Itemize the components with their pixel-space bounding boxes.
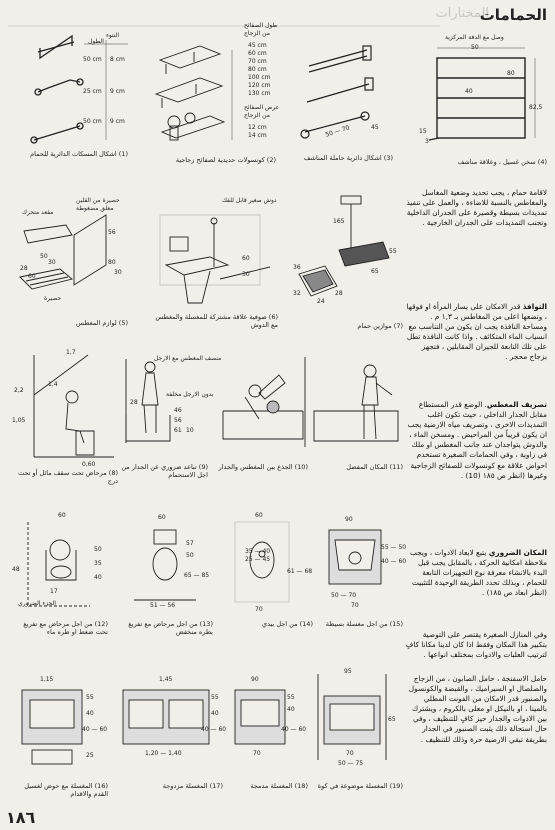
fig5-label-2: مقعد متحرك [22,209,54,216]
fig13-dim-4: 65 — 85 [184,572,210,579]
caption-8: (8) مرحاض تحت سقف مائل أو تحت درج [18,469,118,485]
fig5-dim-7: 30 [48,259,56,266]
caption-4: (4) سخن غسيل ، وعلاقة مناشف [457,158,547,166]
fig6-label: دوش صغير قابل للفك [222,197,277,204]
caption-13: (13) من اجل مرحاض مع تفريغ بطره منخفض [128,620,213,636]
figure-19-alcove-basin [310,660,405,810]
fig14-dim-5: 70 [255,606,263,613]
fig3-dim-1: 50 — 70 [324,124,351,139]
caption-18: (18) المغسلة مدمجة [250,782,308,790]
fig2-head-1: طول الصفائح [244,22,278,29]
figure-8-wc-under-slope [10,345,120,490]
fig2-len-2: 60 cm [248,50,267,57]
ghost-heading: المختارات [435,6,489,21]
fig9-dim-3: 56 [174,417,182,424]
figure-11-preferred-position [310,355,405,490]
fig12-dim-6: 40 [94,574,102,581]
fig13-dim-1: 60 [158,514,166,521]
fig8-dim-5: 1,4 [48,381,58,388]
fig16-dim-2: 55 [86,694,94,701]
fig5-label-4: حصيرة [44,295,62,302]
caption-5: (5) لوازم المغطس [76,319,128,327]
fig19-dim-1: 95 [344,668,352,675]
fig15-dim-3: 40 — 60 [381,558,407,565]
tub-drain-text: . الوضع قدر المستطاع مقابل الجدار الداخلي ، حيث تكون اغلب التمديدات الاخرى ، وتصريف مياه الارضية يجب ان يكون قريباً من المراحيض . ومسخن الماء ، والدوش يتواجدان عند جانب المغطس او ملك في زاوية ، وفي الحمامات الصغيرة تستخدم احواض علاقة مع كونسولات للصفائح الزجاجية وغيرها (انظر ص ١٨٥ (10) . [407,400,547,480]
fig4-dim-3: 82,5 [529,104,543,111]
fig1-proj-1: 8 cm [110,56,125,63]
fig17-dim-2: 1,20 — 1,40 [145,750,182,757]
fig2-len-1: 45 cm [248,42,267,49]
page-number: ١٨٦ [6,808,36,827]
fig15-dim-1: 90 [345,516,353,523]
tub-drain-heading: تصريف المغطس [486,400,547,409]
figure-9-shower-clearance [120,355,222,490]
figure-7-bathroom-scales [285,190,405,335]
fig5-dim-6: 60 [28,273,36,280]
fig1-proj-3: 9 cm [110,118,125,125]
grab-bars-drawing [10,30,130,170]
fig16-dim-5: 25 [86,752,94,759]
windows-heading: التوافذ [522,302,547,311]
fig2-len-7: 130 cm [248,90,271,97]
figure-6-sink-shower [150,195,280,335]
fig2-wid-1: 12 cm [248,124,267,131]
caption-9: (9) تباعد ضروري عن الجدار من اجل الاستحمام [121,463,208,479]
figure-10-tub-wall [215,355,310,490]
fig9-dim-5: 10 [186,427,194,434]
fig5-dim-3: 30 [114,269,122,276]
fig3-dim-2: 45 [371,124,379,131]
fig7-dim-7: 28 [335,290,343,297]
figure-14-bidet [225,510,315,640]
fig15-dim-4: 50 — 70 [331,592,357,599]
caption-17: (17) المغسلة مزدوجة [162,782,223,790]
figure-4-heated-towel-rail [405,30,550,175]
fig4-dim-6: 3 [425,138,429,145]
fig16-dim-1: 1,15 [40,676,54,683]
fig5-dim-1: 56 [108,229,116,236]
fig9-dim-4: 61 [174,427,182,434]
scales-drawing [285,190,405,335]
figure-13-wc-low-flush [120,510,215,640]
caption-11: (11) المكان المفضل [346,463,403,471]
fig19-dim-4: 65 [388,716,396,723]
caption-1: (1) اشكال المسكات الدائرية للحمام [30,150,128,158]
fig17-dim-5: 40 — 60 [201,726,227,733]
page-title: الحمامات [479,6,547,24]
paragraph-required-space [405,548,547,598]
caption-3: (3) اشكال دائرية حاملة المناشف [303,154,393,162]
fig7-dim-6: 24 [317,298,325,305]
fig18-dim-3: 40 [287,706,295,713]
fig2-len-6: 120 cm [248,82,271,89]
fig15-dim-5: 70 [351,602,359,609]
fig5-dim-2: 80 [108,259,116,266]
fig7-dim-5: 32 [293,290,301,297]
fig13-dim-5: 51 — 56 [150,602,176,609]
fig13-dim-2: 57 [186,540,194,547]
fig1-head-1: الطول [88,38,104,45]
fig8-dim-2: 2,2 [14,387,24,394]
fig4-label: وصل مع الدفة المركزية [445,34,504,41]
fig5-label-1: حصيرة من القلين [76,197,120,204]
figure-16-basin-footbath [10,670,110,810]
fig16-dim-3: 40 [86,710,94,717]
figure-1-grab-bars [10,30,130,170]
figure-3-towel-rails [285,30,395,170]
figure-2-glass-shelves [140,20,280,180]
fig4-dim-2: 80 [507,70,515,77]
fig6-dim-1: 60 [242,255,250,262]
fig17-dim-3: 55 [211,694,219,701]
caption-2: (2) كونسولات حديدية لصفائح زجاجية [175,156,276,164]
fig2-head-3: عرض الصفائح [244,104,280,111]
figure-5-bath-accessories [10,195,130,335]
paragraph-accessories: حامل الاسفنجة ، حامل الصابون ، من الزجاج والصلصال او السيراميك ، والقبضة والكونسول والصنبور قدر الامكان من الفونت المطلي بالمينا ، او بالنيكل او معلى بالكروم ، ويشترك بين الادوات والجدار حيز كافٍ للتنظيف ، وفي حال استحالة ذلك يثبت الصنبور في الجدار بطريقة تبقي الارضية حرة وذلك للتنظيف . [408,674,547,744]
fig18-dim-1: 90 [251,676,259,683]
caption-12: (12) من اجل مرحاض مع تفريغ تحت ضغط او طره ماء [23,620,108,636]
fig1-proj-2: 9 cm [110,88,125,95]
figure-12-wc-pressure [10,510,110,640]
fig7-dim-2: 65 [371,268,379,275]
fig18-dim-2: 70 [253,750,261,757]
fig12-label: الجزء الضروري [18,600,56,607]
fig5-dim-5: 28 [20,265,28,272]
paragraph-tub-drain [405,400,547,481]
fig12-dim-4: 17 [50,588,58,595]
fig16-dim-4: 40 — 60 [82,726,108,733]
fig14-dim-4: 61 — 68 [287,568,313,575]
fig2-len-3: 70 cm [248,58,267,65]
paragraph-windows [405,302,547,363]
fig1-len-3: 50 cm [83,118,102,125]
fig2-wid-2: 14 cm [248,132,267,139]
fig9-dim-1: 46 [174,407,182,414]
fig17-dim-1: 1,45 [159,676,173,683]
fig2-head-4: من الزجاج [244,112,270,119]
figure-15-simple-basin [315,510,405,640]
figure-17-double-basin [115,670,225,810]
caption-7: (7) موازين حمام [357,322,403,330]
fig1-len-1: 50 cm [83,56,102,63]
fig9-dim-2: 28 [130,399,138,406]
caption-19: (19) المغسلة موضوعة في كوة [317,782,403,790]
fig9-label-1: منصف المغطس مع الارجل [154,355,222,362]
fig7-dim-1: 165 [333,218,345,225]
fig12-dim-2: 50 [94,546,102,553]
required-space-heading: المكان الضروري [488,548,547,557]
fig5-label-3: معلق مضغوطة [76,205,114,212]
caption-15: (15) من اجل مغسلة بسيطة [325,620,403,628]
fig18-dim-5: 40 — 60 [281,726,307,733]
fig1-len-2: 25 cm [83,88,102,95]
fig8-dim-3: 1,05 [12,417,26,424]
fig8-dim-1: 1,7 [66,349,76,356]
fig6-dim-2: 30 [242,271,250,278]
fig17-dim-4: 40 [211,710,219,717]
fig2-len-4: 80 cm [248,66,267,73]
figure-18-inset-basin [225,670,310,810]
fig4-dim-1: 50 [471,44,479,51]
fig2-head-2: من الزجاج [244,30,270,37]
fig4-dim-4: 40 [465,88,473,95]
required-space-text: يتبع لابعاد الادوات ، ويجب ملاحظة امكانية الحركة ، بالمقابل يجب قبل البدء بالانشاء معرفة نوع التجهيزات التابعة للحمام ، وبذلك تحدد الطريقة الوحيدة للتثبيت (انظر ابعاد ص ١٨٥) . [409,548,547,598]
caption-14: (14) من اجل بيدي [261,620,313,628]
fig12-dim-3: 48 [12,566,20,573]
heated-rail-drawing [405,30,550,175]
paragraph-small-homes: وفي المنازل الصغيرة يقتصر على التوصية بتكبير هذا المكان وفقط اذا كان لدينا مكانا كافٍ لترتيب العلبات والادوات بمختلف انواعها . [405,630,547,660]
caption-6: (6) صوفية علاقة مشتركة للمغسلة والمغطس مع الدوش [155,313,278,329]
fig19-dim-2: 50 — 75 [338,760,364,767]
fig4-dim-5: 15 [419,128,427,135]
fig12-dim-1: 60 [58,512,66,519]
fig19-dim-3: 70 [346,750,354,757]
paragraph-layout-intro: لاقامة حمام ، يجب تحديد وضعية المغاسل والمغاطس بالنسبة للاضاءة ، والعمل على تنفيذ تمديدات بسيطة وقصيرة على الجدران الداخلية وتجنب التمديدات على الجدران الخارجية . [406,188,547,228]
fig1-head-2: النتوء [106,32,120,39]
fig8-dim-4: 0,60 [82,461,96,468]
fig14-dim-1: 60 [255,512,263,519]
fig13-dim-3: 50 [186,552,194,559]
fig9-label-2: بدون الارجل مخلفة [166,391,214,398]
fig12-dim-5: 35 [94,560,102,567]
fig5-dim-4: 50 [40,253,48,260]
fig18-dim-4: 55 [287,694,295,701]
fig14-dim-2: 35 — 40 [245,548,271,555]
windows-text: قدر الامكان على يسار المرأة او فوقها ، وتضعها اعلى من المغاطس بـ ١,٣ م . ومساحة النافذة يجب ان يكون من التناسب مع انسياب الماء المتكاثف . واذا كانت النافذة تطل على تلك التابعة للجيران المقابلين ، فتجهز بزجاج محجر . [406,302,547,362]
fig14-dim-3: 25 — 45 [245,556,271,563]
fig7-dim-4: 36 [293,264,301,271]
towel-rails-drawing [285,30,395,170]
caption-16: (16) المغسلة مع حوض لغسيل القدم والاقدام [24,782,108,798]
fig7-dim-3: 55 [389,248,397,255]
caption-10: (10) الجذع بين المغطس والجدار [218,463,308,471]
fig15-dim-2: 55 — 50 [381,544,407,551]
fig2-len-5: 100 cm [248,74,271,81]
